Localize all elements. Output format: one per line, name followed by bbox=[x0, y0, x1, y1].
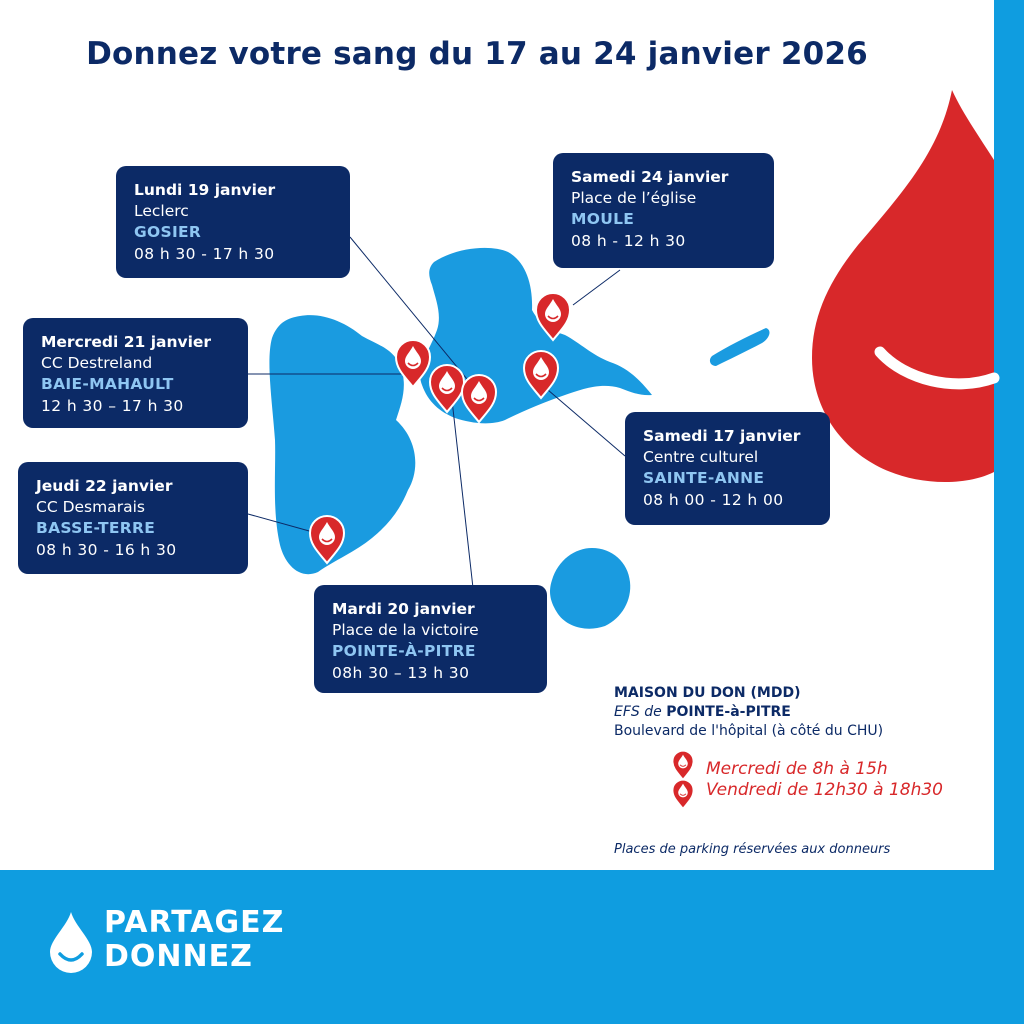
event-card-gosier[interactable] bbox=[116, 166, 350, 278]
event-day: Mardi 20 janvier bbox=[332, 600, 475, 618]
blood-drop-icon bbox=[46, 910, 96, 974]
mdd-efs-city: POINTE-à-PITRE bbox=[666, 704, 791, 720]
event-day: Lundi 19 janvier bbox=[134, 181, 276, 199]
event-hours: 08 h 30 - 16 h 30 bbox=[36, 541, 177, 559]
event-place: Place de l’église bbox=[571, 189, 697, 207]
event-city: SAINTE-ANNE bbox=[643, 469, 765, 487]
brand-logo-text bbox=[104, 906, 284, 974]
event-hours: 08 h - 12 h 30 bbox=[571, 232, 686, 250]
event-place: CC Destreland bbox=[41, 354, 153, 372]
event-card-basse-terre[interactable] bbox=[18, 462, 248, 574]
event-day: Samedi 17 janvier bbox=[643, 427, 801, 445]
event-city: POINTE-À-PITRE bbox=[332, 642, 476, 660]
event-city: BAIE-MAHAULT bbox=[41, 375, 174, 393]
event-card-baie-mahault[interactable] bbox=[23, 318, 248, 428]
event-place: Place de la victoire bbox=[332, 621, 479, 639]
event-city: MOULE bbox=[571, 210, 635, 228]
map-pin-icon bbox=[673, 780, 693, 808]
island-la-desirade bbox=[710, 328, 770, 366]
mdd-efs bbox=[614, 703, 883, 722]
event-hours: 08h 30 – 13 h 30 bbox=[332, 664, 470, 682]
event-card-pointe-a-pitre[interactable] bbox=[314, 585, 547, 693]
mdd-schedule-friday: Vendredi de 12h30 à 18h30 bbox=[706, 780, 943, 800]
event-day: Samedi 24 janvier bbox=[571, 168, 729, 186]
mdd-name: MAISON DU DON (MDD) bbox=[614, 685, 801, 701]
island-marie-galante bbox=[550, 548, 630, 629]
page-title: Donnez votre sang du 17 au 24 janvier 2026 bbox=[86, 36, 868, 72]
event-card-moule[interactable] bbox=[553, 153, 774, 268]
event-place: Centre culturel bbox=[643, 448, 759, 466]
big-blood-drop-icon bbox=[812, 90, 994, 482]
parking-note: Places de parking réservées aux donneurs bbox=[614, 842, 891, 857]
event-place: CC Desmarais bbox=[36, 498, 145, 516]
event-hours: 08 h 30 - 17 h 30 bbox=[134, 245, 275, 263]
mdd-schedule-wednesday: Mercredi de 8h à 15h bbox=[706, 759, 888, 779]
mdd-address: Boulevard de l'hôpital (à côté du CHU) bbox=[614, 723, 884, 739]
event-card-sainte-anne[interactable] bbox=[625, 412, 830, 525]
event-day: Jeudi 22 janvier bbox=[36, 477, 173, 495]
maison-du-don-info bbox=[614, 684, 883, 741]
mdd-efs-prefix: EFS de bbox=[614, 704, 662, 720]
event-place: Leclerc bbox=[134, 202, 189, 220]
event-hours: 12 h 30 – 17 h 30 bbox=[41, 397, 184, 415]
map-pin-icon bbox=[673, 751, 693, 779]
logo-line-1: PARTAGEZ bbox=[104, 905, 285, 940]
event-city: BASSE-TERRE bbox=[36, 519, 156, 537]
logo-line-2: DONNEZ bbox=[104, 939, 253, 974]
event-day: Mercredi 21 janvier bbox=[41, 333, 212, 351]
event-hours: 08 h 00 - 12 h 00 bbox=[643, 491, 784, 509]
event-city: GOSIER bbox=[134, 223, 202, 241]
